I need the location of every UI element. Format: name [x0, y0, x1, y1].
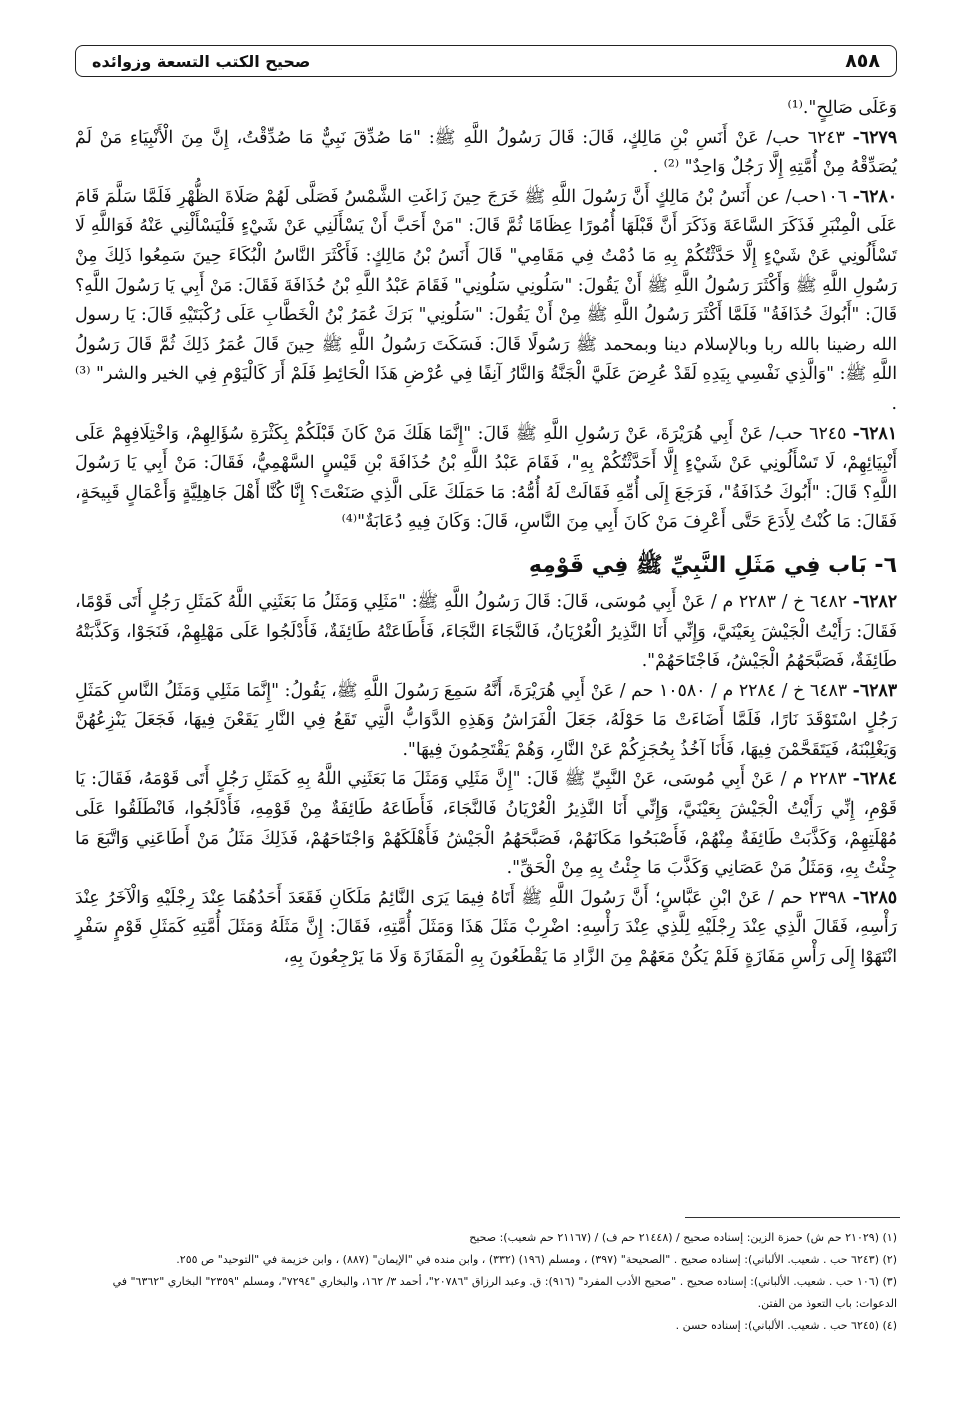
- hadith-text: ٢٣٩٨ حم / عَنْ ابْنِ عَبَّاسٍ؛ أَنَّ رَسُولَ اللَّهِ ﷺ أَتَاهُ فِيمَا يَرَى النَّائِمُ مَلَكَانِ فَقَعَدَ أَحَدُهُمَا عِنْدَ رِجْلَيْهِ وَالْآخَرُ عِنْدَ رَأْسِهِ، فَقَالَ الَّذِي عِنْدَ رِجْلَيْهِ لِلَّذِي عِنْدَ رَأْسِهِ: اضْرِبْ مَثَلَ هَذَا وَمَثَلَ أُمَّتِهِ، فَقَالَ: إِنَّ مَثَلَهُ وَمَثَلَ أُمَّتِهِ كَمَثَلِ قَوْمٍ سَفْرٍ انْتَهَوْا إِلَى رَأْسِ مَفَازَةٍ فَلَمْ يَكُنْ مَعَهُمْ مِنَ الزَّادِ مَا يَقْطَعُونَ بِهِ الْمَفَازَةَ وَلَا مَا يَرْجِعُونَ بِهِ،: [75, 887, 897, 968]
- hadith-text: ٢٢٨٣ م / عَنْ أَبِي مُوسَى، عَنْ النَّبِيِّ ﷺ قَالَ: "إِنَّ مَثَلِي وَمَثَلَ مَا بَعَثَنِي اللَّهُ بِهِ كَمَثَلِ رَجُلٍ أَتَى قَوْمَهُ، فَقَالَ: يَا قَوْمِ، إِنِّي رَأَيْتُ الْجَيْشَ بِعَيْنَيَّ، وَإِنِّي أَنَا النَّذِيرُ الْعُرْيَانُ فَالنَّجَاءَ، فَأَطَاعَهُ طَائِفَةٌ مِنْ قَوْمِهِ، فَأَدْلَجُوا، فَانْطَلَقُوا عَلَى مُهْلَتِهِمْ، وَكَذَّبَتْ طَائِفَةٌ مِنْهُمْ، فَأَصْبَحُوا مَكَانَهُمْ، فَصَبَّحَهُمُ الْجَيْشُ فَأَهْلَكَهُمْ وَاجْتَاحَهُمْ، فَذَلِكَ مَثَلُ مَنْ أَطَاعَنِي وَاتَّبَعَ مَا جِئْتُ بِهِ، وَمَثَلُ مَنْ عَصَانِي وَكَذَّبَ مَا جِئْتُ بِهِ مِنْ الْحَقِّ".: [75, 769, 897, 879]
- hadith-6281: [75, 420, 897, 538]
- hadith-6284: [75, 765, 897, 883]
- hadith-number: ٦٢٧٩-: [852, 127, 897, 148]
- hadith-6283: [75, 677, 897, 766]
- continuation-line: وَعَلَى صَالِحٍ".⁽¹⁾: [787, 98, 897, 118]
- hadith-number: ٦٢٨٥-: [852, 887, 897, 908]
- page-header: [75, 45, 897, 77]
- hadith-text: ١٠٦حب/ عن أَنَسُ بْنُ مَالِكٍ أَنَّ رَسُولَ اللَّهِ ﷺ خَرَجَ حِينَ زَاغَتِ الشَّمْسُ فَصَلَّى لَهُمْ صَلَاةَ الظُّهْرِ فَلَمَّا سَلَّمَ قَامَ عَلَى الْمِنْبَرِ فَذَكَرَ السَّاعَةَ وَذَكَرَ أَنَّ قَبْلَهَا أُمُورًا عِظَامًا ثُمَّ قَالَ: "مَنْ أَحَبَّ أَنْ يَسْأَلَنِي عَنْ شَيْءٍ فَلْيَسْأَلْنِي عَنْهُ فَوَاللَّهِ لَا تَسْأَلُونِي عَنْ شَيْءٍ إِلَّا حَدَّثْتُكُمْ بِهِ مَا دُمْتُ فِي مَقَامِي" قَالَ أَنَسُ بْنُ مَالِكٍ: فَأَكْثَرَ النَّاسُ الْبُكَاءَ حِينَ سَمِعُوا ذَلِكَ مِنْ رَسُولِ اللَّهِ ﷺ وَأَكْثَرَ رَسُولُ اللَّهِ ﷺ أَنْ يَقُولَ: "سَلُونِي سَلُونِي" فَقَامَ عَبْدُ اللَّهِ بْنُ حُذَافَةَ فَقَالَ: مَنْ أَبِي يَا رَسُولَ اللَّهِ؟ قَالَ: "أَبُوكَ حُذَافَةُ" فَلَمَّا أَكْثَرَ رَسُولُ اللَّهِ ﷺ مِنْ أَنْ يَقُولَ: "سَلُونِي" بَرَكَ عُمَرُ بْنُ الْخَطَّابِ عَلَى رُكْبَتَيْهِ قَالَ: يَا رسول الله رضينا بالله ربا وبالإسلام دينا وبمحمد ﷺ رَسُولًا قَالَ: فَسَكَتَ رَسُولُ اللَّهِ ﷺ حِينَ قَالَ عُمَرُ ذَلِكَ ثُمَّ قَالَ رَسُولُ اللَّهِ ﷺ: "وَالَّذِي نَفْسِي بِيَدِهِ لَقَدْ عُرِضَ عَلَيَّ الْجَنَّةُ وَالنَّارُ آنِفًا فِي عُرْضِ هَذَا الْحَائِطِ فَلَمْ أَرَ كَالْيَوْمِ فِي الخير والشر" ⁽³⁾ .: [75, 186, 897, 414]
- book-title: صحيح الكتب التسعة وزوائده: [92, 51, 311, 71]
- hadith-number: ٦٢٨٣-: [852, 680, 897, 701]
- hadith-number: ٦٢٨١-: [852, 423, 897, 444]
- footnote-1: (١) (٢١٠٢٩ حم ش) حمزة الزين: إسناده صحيح / (٢١٤٤٨ حم ف) / (٢١١٦٧ حم شعيب): صحيح: [469, 1231, 897, 1244]
- page-number: ٨٥٨: [845, 50, 880, 72]
- footnote-divider: [685, 1217, 900, 1218]
- hadith-text: ٦٢٤٥ حب/ عَنْ أَبِي هُرَيْرَةَ، عَنْ رَسُولِ اللَّهِ ﷺ قَالَ: "إِنَّمَا هَلَكَ مَنْ كَانَ قَبْلَكُمْ بِكَثْرَةِ سُؤَالِهِمْ، وَاخْتِلَافِهِمْ عَلَى أَنْبِيَائِهِمْ، لَا تَسْأَلُونِي عَنْ شَيْءٍ إِلَّا أَحَدَّثْتُكُمْ بِهِ"، فَقَامَ عَبْدُ اللَّهِ بْنُ حُذَافَةَ بْنِ قَيْسٍ السَّهْمِيُّ، فَقَالَ: مَنْ أَبِي يَا رَسُولَ اللَّهِ؟ قَالَ: "أَبُوكَ حُذَافَةُ"، فَرَجَعَ إِلَى أُمِّهِ فَقَالَتْ لَهُ أُمُّهُ: مَا حَمَلَكَ عَلَى الَّذِي صَنَعْتَ؟ إِنَّا كُنَّا أَهْلَ جَاهِلِيَّةٍ وَأَعْمَالٍ قَبِيحَةٍ، فَقَالَ: مَا كُنْتُ لِأَدَعَ حَتَّى أَعْرِفَ مَنْ كَانَ أَبِي مِنَ النَّاسِ، قَالَ: وَكَانَ فِيهِ دُعَابَةٌ"⁽⁴⁾: [75, 423, 897, 533]
- hadith-6280: [75, 183, 897, 420]
- hadith-text: ٦٤٨٣ خ / ٢٢٨٤ م / ١٠٥٨٠ حم / عَنْ أَبِي هُرَيْرَةَ، أَنَّهُ سَمِعَ رَسُولَ اللَّهِ ﷺ، يَقُولُ: "إِنَّمَا مَثَلِي وَمَثَلُ النَّاسِ كَمَثَلِ رَجُلٍ اسْتَوْقَدَ نَارًا، فَلَمَّا أَضَاءَتْ مَا حَوْلَهُ، جَعَلَ الْفَرَاشُ وَهَذِهِ الدَّوَابُّ الَّتِي تَقَعُ فِي النَّارِ يَقَعْنَ فِيهَا، فَجَعَلَ يَنْزِعُهُنَّ وَيَغْلِبْنَهُ، فَيَتَقَحَّمْنَ فِيهَا، فَأَنَا آخُذُ بِحُجَزِكُمْ عَنْ النَّارِ، وَهُمْ يَقْتَحِمُونَ فِيهَا".: [75, 680, 897, 760]
- footnotes: [75, 1227, 897, 1337]
- hadith-number: ٦٢٨٢-: [852, 591, 897, 612]
- footnote-2: (٢) (٦٢٤٣ حب . شعيب. الألباني): إسناده صحيح . "الصحيحة" (٣٩٧) ، ومسلم (١٩٦) (٣٣٢) ، وابن منده في "الإيمان" (٨٨٧) ، وابن خزيمة في "التوحيد" ص ٢٥٥.: [176, 1253, 897, 1266]
- hadith-text: ٦٢٤٣ حب/ عَنْ أَنَسِ بْنِ مَالِكٍ، قَالَ: قَالَ رَسُولُ اللَّهِ ﷺ: "مَا صُدِّقَ نَبِيٌّ مَا صُدِّقْتُ، إِنَّ مِنَ الْأَنْبِيَاءِ مَنْ لَمْ يُصَدِّقْهُ مِنْ أُمَّتِهِ إِلَّا رَجُلٌ وَاحِدٌ" ⁽²⁾ .: [75, 127, 897, 178]
- hadith-text: ٦٤٨٢ خ / ٢٢٨٣ م / عَنْ أَبِي مُوسَى، قَالَ: قَالَ رَسُولُ اللَّهِ ﷺ: "مَثَلِي وَمَثَلُ مَا بَعَثَنِي اللَّهُ كَمَثَلِ رَجُلٍ أَتَى قَوْمًا، فَقَالَ: رَأَيْتُ الْجَيْشَ بِعَيْنَيَّ، وَإِنِّي أَنَا النَّذِيرُ الْعُرْيَانُ، فَالنَّجَاءَ النَّجَاءَ، فَأَطَاعَتْهُ طَائِفَةٌ، فَأَدْلَجُوا عَلَى مَهْلِهِمْ، فَنَجَوْا، وَكَذَّبَتْهُ طَائِفَةٌ، فَصَبَّحَهُمُ الْجَيْشُ، فَاجْتَاحَهُمْ".: [75, 591, 897, 672]
- footnote-3: (٣) (١٠٦ حب . شعيب. الألباني): إسناده صحيح . "صحيح الأدب المفرد" (٩١٦): ق. وعبد الرزاق "٢٠٧٨٦"، أحمد ٣/ ١٦٢، والبخاري "٧٢٩٤"، ومسلم "٢٣٥٩" البخاري "٦٣٦٢" في الدعوات: باب التعوذ من الفتن.: [112, 1275, 897, 1310]
- hadith-number: ٦٢٨٠-: [852, 186, 898, 207]
- hadith-6282: [75, 588, 897, 677]
- main-text: [75, 94, 897, 973]
- hadith-6279: [75, 124, 897, 183]
- hadith-6285: [75, 884, 897, 973]
- chapter-title: ٦- بَاب فِي مَثَلِ النَّبِيِّ ﷺ فِي قَوْمِهِ: [528, 552, 897, 578]
- hadith-number: ٦٢٨٤-: [852, 769, 897, 790]
- footnote-4: (٤) (٦٢٤٥ حب . شعيب. الألباني): إسناده حسن .: [675, 1319, 897, 1332]
